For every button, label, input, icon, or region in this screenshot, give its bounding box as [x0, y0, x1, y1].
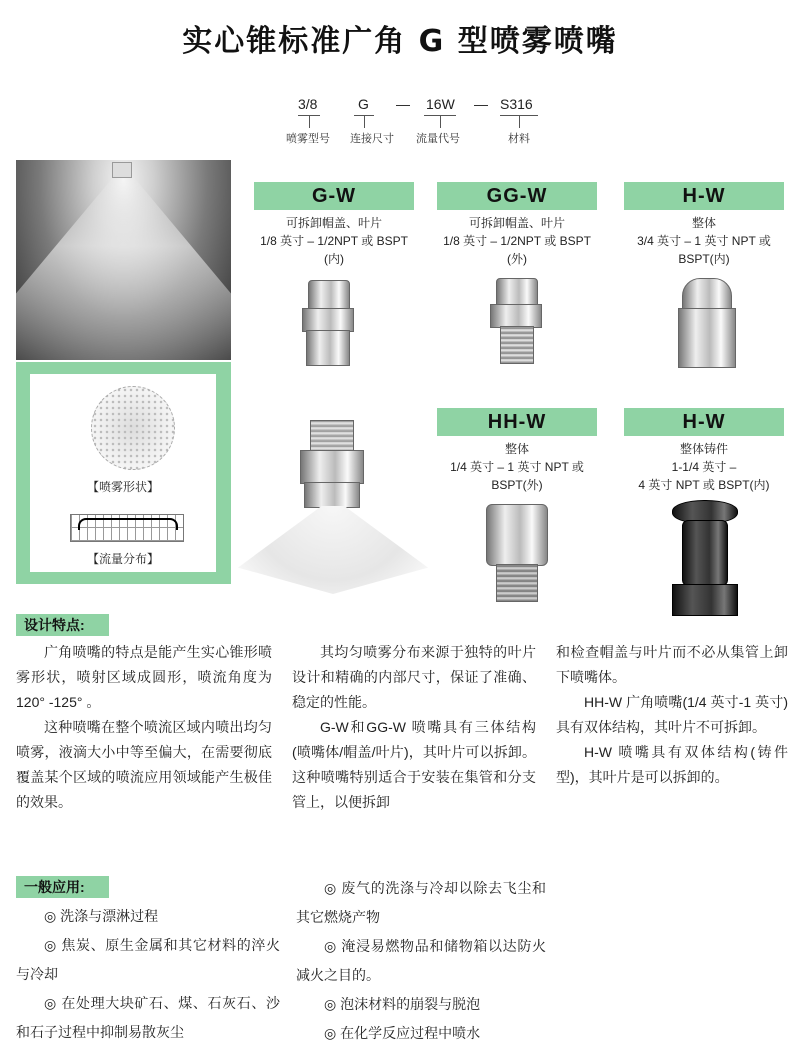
spray-shape-label: 【喷雾形状】 — [86, 480, 159, 494]
design-col-1 — [16, 640, 272, 815]
code-label-material: 材料 — [508, 133, 530, 145]
nozzle-image — [112, 162, 132, 178]
h-w-nozzle-image — [678, 278, 734, 368]
list-item: ◎ 废气的洗涤与冷却以除去飞尘和其它燃烧产物 — [296, 880, 546, 925]
code-dash: — — [396, 96, 410, 112]
type-line: 4 英寸 NPT 或 BSPT(内) — [638, 478, 770, 492]
type-line: 1/8 英寸 – 1/2NPT 或 BSPT — [260, 234, 408, 248]
page-title: 实心锥标准广角 G 型喷雾喷嘴 — [182, 24, 618, 59]
spray-cone — [16, 170, 231, 360]
code-tick — [309, 116, 310, 128]
flow-distribution-curve — [78, 518, 178, 530]
list-item: ◎ 泡沫材料的崩裂与脱泡 — [324, 996, 481, 1012]
pattern-inner — [30, 374, 216, 572]
code-material: S316 — [500, 96, 533, 112]
code-tick — [364, 116, 365, 128]
type-line: BSPT(内) — [678, 252, 730, 266]
code-label-type: 喷雾型号 — [286, 133, 330, 145]
type-line: (内) — [324, 252, 344, 266]
type-line: 可拆卸帽盖、叶片 — [285, 216, 382, 230]
paragraph: 和检查帽盖与叶片而不必从集管上卸下喷嘴体。 — [556, 644, 788, 685]
type-line: 整体 — [504, 442, 529, 456]
design-features-heading: 设计特点: — [16, 614, 109, 636]
paragraph: 其均匀喷雾分布来源于独特的叶片设计和精确的内部尺寸，保证了准确、稳定的性能。 — [292, 644, 536, 710]
type-line: 1/4 英寸 – 1 英寸 NPT 或 — [450, 460, 584, 474]
type-name: H-W — [624, 408, 784, 436]
hh-w-nozzle-image — [486, 504, 548, 602]
type-name: H-W — [624, 182, 784, 210]
type-line: 整体 — [691, 216, 716, 230]
type-line: 1/8 英寸 – 1/2NPT 或 BSPT — [443, 234, 591, 248]
applications-col-2 — [296, 874, 546, 1048]
list-item: ◎ 淹浸易燃物品和储物箱以达防火减火之目的。 — [296, 938, 546, 983]
thread-top — [310, 420, 354, 452]
g-w-nozzle-image — [302, 280, 354, 366]
paragraph: G-W和GG-W 喷嘴具有三体结构(喷嘴体/帽盖/叶片)，其叶片可以拆卸。这种喷嘴特别适合于安装在集管和分支管上，以便拆卸 — [292, 719, 536, 810]
type-line: BSPT(外) — [491, 478, 543, 492]
spray-pattern-image — [91, 386, 175, 470]
list-item: ◎ 洗涤与漂淋过程 — [44, 908, 159, 924]
code-label-flow: 流量代号 — [416, 133, 460, 145]
list-item: ◎ 焦炭、原生金属和其它材料的淬火与冷却 — [16, 937, 280, 982]
code-dash: — — [474, 96, 488, 112]
type-h-w-cast — [624, 408, 784, 494]
cap — [304, 482, 360, 508]
paragraph: HH-W 广角喷嘴(1/4 英寸-1 英寸)具有双体结构，其叶片不可拆卸。 — [556, 694, 788, 735]
h-w-cast-nozzle-image — [670, 500, 740, 615]
design-col-2 — [292, 640, 536, 815]
code-tick — [440, 116, 441, 128]
code-flow: 16W — [426, 96, 455, 112]
type-line: 可拆卸帽盖、叶片 — [468, 216, 565, 230]
type-gg-w — [437, 182, 597, 268]
list-item: ◎ 在化学反应过程中喷水 — [324, 1025, 481, 1041]
pattern-panel — [16, 362, 231, 584]
hex-body — [300, 450, 364, 484]
code-label-connection: 连接尺寸 — [350, 133, 394, 145]
wide-angle-nozzle-image — [238, 420, 428, 595]
list-item: ◎ 在处理大块矿石、煤、石灰石、沙和石子过程中抑制易散灰尘 — [16, 995, 280, 1040]
type-name: HH-W — [437, 408, 597, 436]
type-name: G-W — [254, 182, 414, 210]
paragraph: 这种喷嘴在整个喷流区域内喷出均匀喷雾，液滴大小中等至偏大，在需要彻底覆盖某个区域的喷流应用领域能产生极佳的效果。 — [16, 719, 272, 810]
type-g-w — [254, 182, 414, 268]
type-line: (外) — [507, 252, 527, 266]
applications-heading: 一般应用: — [16, 876, 109, 898]
type-line: 1-1/4 英寸 – — [671, 460, 737, 474]
type-name: GG-W — [437, 182, 597, 210]
type-line: 整体铸件 — [679, 442, 728, 456]
code-tick — [519, 116, 520, 128]
applications-col-1 — [16, 902, 280, 1047]
paragraph: 广角喷嘴的特点是能产生实心锥形喷雾形状，喷射区域成圆形，喷流角度为 120° -125° 。 — [16, 644, 272, 710]
model-code-diagram — [250, 96, 580, 156]
flow-distribution-label: 【流量分布】 — [86, 552, 159, 566]
type-hh-w — [437, 408, 597, 494]
spray-fan — [238, 506, 428, 594]
code-size: 3/8 — [298, 96, 318, 112]
spray-photo — [16, 160, 231, 360]
design-col-3 — [556, 640, 788, 790]
code-connection: G — [358, 96, 369, 112]
gg-w-nozzle-image — [490, 278, 542, 364]
paragraph: H-W 喷嘴具有双体结构(铸件型)，其叶片是可以拆卸的。 — [556, 744, 788, 785]
type-h-w — [624, 182, 784, 268]
type-line: 3/4 英寸 – 1 英寸 NPT 或 — [637, 234, 771, 248]
